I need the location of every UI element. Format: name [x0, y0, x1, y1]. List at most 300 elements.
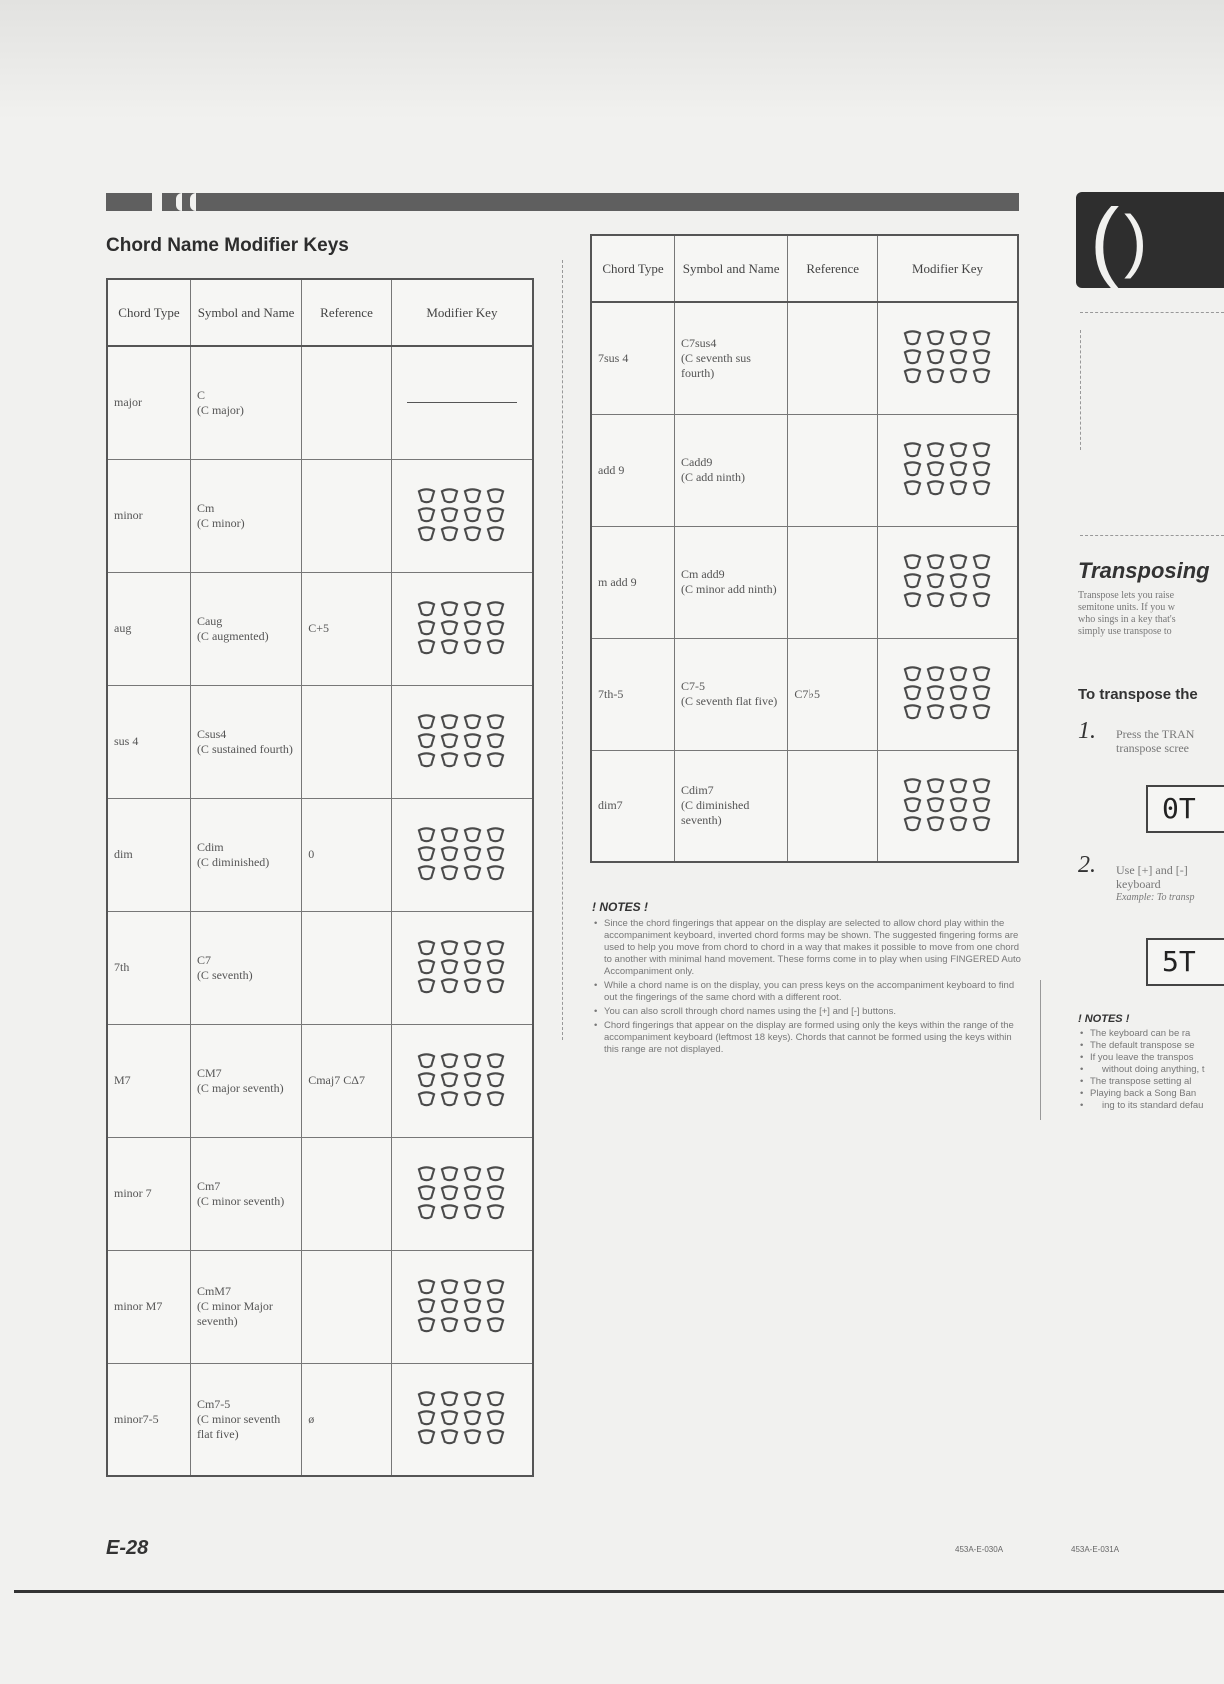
modifier-key-icon	[926, 685, 945, 701]
chord-name: (C diminished)	[196, 854, 270, 869]
modifier-key-cell	[878, 414, 1019, 526]
notes-title-text: NOTES	[599, 900, 641, 914]
step-number: 2.	[1078, 852, 1096, 878]
header-notch	[152, 193, 162, 211]
modifier-key-icon	[417, 714, 436, 730]
chord-type-cell: minor 7	[107, 1137, 190, 1250]
modifier-key-icon	[926, 442, 945, 458]
reference-cell	[302, 1137, 392, 1250]
modifier-key-icon	[463, 1185, 482, 1201]
modifier-key-icon	[972, 480, 991, 496]
modifier-key-icon	[486, 1410, 505, 1426]
modifier-key-icon	[417, 1410, 436, 1426]
modifier-key-grid	[884, 442, 1011, 498]
header-reference: Reference	[302, 279, 392, 346]
modifier-key-icon	[903, 461, 922, 477]
note-item: • You can also scroll through chord names using the [+] and [-] buttons.	[592, 1006, 1022, 1018]
chord-name: (C major seventh)	[196, 1080, 284, 1095]
modifier-key-grid	[884, 666, 1011, 722]
modifier-key-cell	[391, 798, 533, 911]
modifier-key-icon	[440, 1072, 459, 1088]
step-number: 1.	[1078, 718, 1096, 744]
modifier-key-icon	[417, 601, 436, 617]
right-note-item: • If you leave the transpos	[1078, 1052, 1204, 1064]
modifier-key-icon	[417, 526, 436, 542]
modifier-key-icon	[463, 1053, 482, 1069]
reference-cell	[302, 346, 392, 459]
footer-code: 453A-E-030A	[955, 1545, 1004, 1554]
symbol-cell	[674, 302, 787, 414]
modifier-key-cell	[391, 459, 533, 572]
note-item: • Chord fingerings that appear on the display are formed using only the keys within the range of the accompaniment keyboard (leftmost 18 keys). Chords that cannot be formed using the keys within this range are not displayed.	[592, 1020, 1022, 1056]
step-text: Press the TRAN	[1116, 727, 1195, 741]
right-page-edge	[1076, 0, 1224, 1684]
table-row	[591, 302, 1018, 414]
modifier-key-icon	[417, 752, 436, 768]
modifier-key-cell	[391, 685, 533, 798]
modifier-key-icon	[440, 1391, 459, 1407]
modifier-key-icon	[463, 620, 482, 636]
modifier-key-icon	[949, 442, 968, 458]
modifier-key-icon	[440, 507, 459, 523]
modifier-key-cell	[391, 346, 533, 459]
modifier-key-icon	[949, 480, 968, 496]
modifier-key-grid	[398, 601, 526, 657]
header-symbol-name: Symbol and Name	[674, 235, 787, 302]
chord-symbol: Cdim7	[680, 783, 714, 798]
chord-symbol: Cadd9	[680, 455, 713, 469]
modifier-key-icon	[463, 865, 482, 881]
reference-cell	[302, 685, 392, 798]
modifier-key-icon	[486, 1317, 505, 1333]
table-row	[107, 1137, 533, 1250]
modifier-key-icon	[949, 330, 968, 346]
modifier-key-icon	[463, 507, 482, 523]
divider	[1080, 535, 1224, 536]
modifier-key-cell	[391, 1250, 533, 1363]
chord-symbol: Cm7	[196, 1178, 221, 1193]
modifier-key-icon	[463, 1204, 482, 1220]
modifier-key-icon	[440, 752, 459, 768]
modifier-key-icon	[926, 778, 945, 794]
chord-symbol: Csus4	[196, 726, 227, 741]
modifier-key-icon	[463, 1279, 482, 1295]
modifier-key-icon	[486, 488, 505, 504]
modifier-key-icon	[486, 827, 505, 843]
modifier-key-icon	[903, 554, 922, 570]
modifier-key-icon	[972, 573, 991, 589]
chord-symbol: Cdim	[196, 839, 224, 854]
notes-title: ! NOTES !	[592, 900, 649, 914]
modifier-key-icon	[926, 480, 945, 496]
header-notch	[176, 193, 182, 211]
modifier-key-icon	[463, 1410, 482, 1426]
right-subheading: To transpose the	[1078, 686, 1198, 703]
divider	[1080, 312, 1224, 313]
modifier-key-icon	[903, 368, 922, 384]
modifier-key-grid	[398, 827, 526, 883]
modifier-key-icon	[486, 1091, 505, 1107]
chord-name: (C minor seventh)	[196, 1193, 285, 1208]
modifier-key-cell	[878, 526, 1019, 638]
right-intro-line: simply use transpose to	[1078, 626, 1172, 637]
modifier-key-grid	[884, 554, 1011, 610]
modifier-key-icon	[903, 685, 922, 701]
modifier-key-cell	[878, 302, 1019, 414]
modifier-key-icon	[949, 685, 968, 701]
notes-list	[592, 918, 1022, 1058]
modifier-key-icon	[417, 733, 436, 749]
modifier-key-icon	[440, 714, 459, 730]
reference-cell	[788, 526, 878, 638]
modifier-key-icon	[417, 827, 436, 843]
table-row	[591, 750, 1018, 862]
modifier-key-icon	[949, 461, 968, 477]
modifier-key-icon	[486, 639, 505, 655]
symbol-cell	[190, 685, 301, 798]
modifier-key-cell	[878, 638, 1019, 750]
modifier-key-icon	[463, 1072, 482, 1088]
header-notch	[190, 193, 196, 211]
modifier-key-icon	[486, 1298, 505, 1314]
table-header-row	[107, 279, 533, 346]
divider	[1080, 330, 1081, 450]
modifier-key-icon	[486, 1204, 505, 1220]
modifier-key-icon	[903, 330, 922, 346]
chord-name: (C seventh sus fourth)	[680, 350, 751, 380]
reference-cell	[788, 302, 878, 414]
modifier-key-icon	[903, 349, 922, 365]
table-row	[107, 798, 533, 911]
modifier-key-icon	[972, 349, 991, 365]
modifier-key-icon	[463, 940, 482, 956]
chord-symbol: C	[196, 387, 205, 402]
modifier-key-icon	[903, 480, 922, 496]
chord-name: (C seventh)	[196, 967, 253, 982]
modifier-key-icon	[440, 526, 459, 542]
modifier-key-icon	[417, 940, 436, 956]
modifier-key-icon	[972, 368, 991, 384]
modifier-key-icon	[440, 846, 459, 862]
modifier-key-icon	[486, 1279, 505, 1295]
modifier-key-icon	[486, 1185, 505, 1201]
modifier-key-grid	[398, 488, 526, 544]
symbol-cell	[190, 798, 301, 911]
step-text: Use [+] and [-]	[1116, 863, 1188, 877]
modifier-key-icon	[463, 714, 482, 730]
symbol-cell	[190, 1250, 301, 1363]
chord-name: (C minor)	[196, 515, 245, 530]
modifier-key-grid	[398, 1166, 526, 1222]
modifier-key-icon	[486, 940, 505, 956]
modifier-key-icon	[417, 865, 436, 881]
modifier-key-icon	[440, 620, 459, 636]
modifier-key-icon	[926, 349, 945, 365]
modifier-key-icon	[417, 1185, 436, 1201]
table-header-row	[591, 235, 1018, 302]
right-note-item: • The keyboard can be ra	[1078, 1028, 1204, 1040]
modifier-key-icon	[972, 666, 991, 682]
chord-symbol: Caug	[196, 613, 223, 628]
modifier-key-icon	[949, 592, 968, 608]
modifier-key-icon	[440, 865, 459, 881]
modifier-key-icon	[463, 978, 482, 994]
right-notes-list	[1078, 1028, 1204, 1112]
modifier-key-icon	[903, 816, 922, 832]
modifier-key-icon	[486, 978, 505, 994]
modifier-key-icon	[486, 865, 505, 881]
modifier-key-icon	[949, 704, 968, 720]
step-text: transpose scree	[1116, 741, 1189, 755]
chord-type-cell: major	[107, 346, 190, 459]
modifier-key-grid	[398, 940, 526, 996]
modifier-key-icon	[440, 1410, 459, 1426]
modifier-key-icon	[417, 846, 436, 862]
symbol-cell	[674, 638, 787, 750]
modifier-key-icon	[949, 368, 968, 384]
modifier-key-cell	[391, 1137, 533, 1250]
modifier-key-grid	[884, 330, 1011, 386]
footer-code: 453A-E-031A	[1071, 1545, 1120, 1554]
modifier-key-icon	[440, 1204, 459, 1220]
symbol-cell	[190, 346, 301, 459]
step-text: keyboard	[1116, 877, 1161, 891]
chord-type-cell: 7th-5	[591, 638, 674, 750]
modifier-key-icon	[440, 940, 459, 956]
modifier-key-icon	[440, 1429, 459, 1445]
modifier-key-icon	[486, 959, 505, 975]
header-bar	[106, 193, 1019, 211]
modifier-key-icon	[486, 714, 505, 730]
modifier-key-icon	[463, 1317, 482, 1333]
header-symbol-name: Symbol and Name	[190, 279, 301, 346]
modifier-key-grid	[398, 1391, 526, 1447]
modifier-key-icon	[463, 827, 482, 843]
reference-cell: Cmaj7 CΔ7	[302, 1024, 392, 1137]
right-notes-title-text: NOTES	[1084, 1013, 1123, 1025]
table-row	[107, 346, 533, 459]
table-row	[591, 414, 1018, 526]
modifier-key-icon	[463, 526, 482, 542]
right-note-item: • ing to its standard defau	[1078, 1100, 1204, 1112]
modifier-key-icon	[463, 1429, 482, 1445]
modifier-key-icon	[417, 959, 436, 975]
chord-symbol: Cm add9	[680, 567, 725, 581]
reference-cell	[788, 750, 878, 862]
modifier-key-icon	[463, 639, 482, 655]
modifier-key-icon	[440, 1317, 459, 1333]
modifier-key-icon	[440, 959, 459, 975]
note-item: • Since the chord fingerings that appear on the display are selected to allow chord play within the accompaniment keyboard, inverted chord forms may be shown. The suggested fingering forms are used to help you move from chord to chord in a way that makes it possible to move from one chord to another with minimal hand movement. These forms come in to play when using FINGERED Auto Accompaniment only.	[592, 918, 1022, 978]
modifier-key-icon	[486, 752, 505, 768]
right-intro-line: who sings in a key that's	[1078, 614, 1176, 625]
modifier-key-icon	[486, 526, 505, 542]
chord-type-cell: 7th	[107, 911, 190, 1024]
table-row	[107, 1363, 533, 1476]
lcd-display: 5T	[1146, 938, 1224, 986]
modifier-key-icon	[417, 620, 436, 636]
modifier-key-icon	[972, 816, 991, 832]
scan-shadow	[0, 0, 1224, 120]
modifier-key-icon	[903, 666, 922, 682]
modifier-key-icon	[440, 488, 459, 504]
modifier-key-icon	[417, 1204, 436, 1220]
right-note-item: • The transpose setting al	[1078, 1076, 1204, 1088]
right-intro-line: Transpose lets you raise	[1078, 590, 1175, 601]
modifier-key-grid	[884, 778, 1011, 834]
modifier-key-icon	[463, 752, 482, 768]
modifier-key-grid	[398, 1053, 526, 1109]
chord-symbol: CM7	[196, 1065, 222, 1080]
header-chord-type: Chord Type	[107, 279, 190, 346]
no-modifier-line	[407, 402, 517, 403]
chord-name: (C sustained fourth)	[196, 741, 293, 756]
chord-name: (C minor seventh flat five)	[196, 1411, 281, 1441]
modifier-key-icon	[417, 1053, 436, 1069]
modifier-key-icon	[926, 554, 945, 570]
symbol-cell	[674, 526, 787, 638]
modifier-key-icon	[926, 330, 945, 346]
table-row	[107, 1250, 533, 1363]
modifier-key-icon	[949, 573, 968, 589]
symbol-cell	[190, 1024, 301, 1137]
symbol-cell	[674, 750, 787, 862]
right-heading: Transposing	[1078, 558, 1210, 583]
modifier-key-icon	[417, 1429, 436, 1445]
modifier-key-icon	[417, 1072, 436, 1088]
modifier-key-icon	[949, 797, 968, 813]
modifier-key-icon	[903, 778, 922, 794]
chord-name: (C seventh flat five)	[680, 694, 778, 708]
modifier-key-icon	[463, 1298, 482, 1314]
chord-type-cell: m add 9	[591, 526, 674, 638]
modifier-key-icon	[972, 685, 991, 701]
table-row	[591, 526, 1018, 638]
modifier-key-icon	[440, 978, 459, 994]
modifier-key-icon	[417, 507, 436, 523]
modifier-key-icon	[463, 1391, 482, 1407]
right-notes-title: ! NOTES !	[1078, 1013, 1130, 1025]
modifier-key-icon	[463, 959, 482, 975]
modifier-key-icon	[463, 1091, 482, 1107]
chord-symbol: C7sus4	[680, 335, 717, 350]
table-row	[591, 638, 1018, 750]
modifier-key-icon	[926, 704, 945, 720]
chord-type-cell: dim	[107, 798, 190, 911]
symbol-cell	[674, 414, 787, 526]
reference-cell	[302, 1250, 392, 1363]
modifier-key-icon	[903, 704, 922, 720]
modifier-key-icon	[949, 778, 968, 794]
chord-name: (C diminished seventh)	[680, 798, 750, 828]
modifier-key-icon	[463, 733, 482, 749]
header-chord-type: Chord Type	[591, 235, 674, 302]
modifier-key-icon	[417, 639, 436, 655]
modifier-key-icon	[417, 1166, 436, 1182]
table-row	[107, 459, 533, 572]
column-divider	[562, 260, 563, 1040]
modifier-key-icon	[926, 368, 945, 384]
modifier-key-icon	[903, 592, 922, 608]
header-modifier-key: Modifier Key	[878, 235, 1019, 302]
chord-type-cell: aug	[107, 572, 190, 685]
modifier-key-icon	[440, 1279, 459, 1295]
modifier-key-icon	[440, 1298, 459, 1314]
modifier-key-icon	[463, 601, 482, 617]
chord-symbol: Cm7-5	[196, 1396, 231, 1411]
right-note-item: • The default transpose se	[1078, 1040, 1204, 1052]
table-row	[107, 572, 533, 685]
modifier-key-cell	[391, 572, 533, 685]
chord-symbol: CmM7	[196, 1284, 231, 1298]
modifier-key-icon	[972, 704, 991, 720]
lcd-display: 0T	[1146, 785, 1224, 833]
step-text: Example: To transp	[1116, 892, 1195, 903]
page-number: E-28	[106, 1537, 149, 1559]
chord-name: (C add ninth)	[680, 470, 745, 484]
symbol-cell	[190, 1363, 301, 1476]
chord-symbol: C7	[196, 952, 211, 967]
chord-type-cell: add 9	[591, 414, 674, 526]
modifier-key-icon	[417, 1391, 436, 1407]
modifier-key-icon	[486, 1166, 505, 1182]
column-divider	[1040, 980, 1041, 1120]
chapter-tab-bracket-icon: (	[1090, 190, 1120, 289]
bottom-rule	[14, 1590, 1224, 1593]
modifier-key-icon	[417, 1279, 436, 1295]
right-note-item: • without doing anything, t	[1078, 1064, 1204, 1076]
chord-table-right	[590, 234, 1019, 863]
modifier-key-icon	[486, 601, 505, 617]
modifier-key-icon	[486, 620, 505, 636]
modifier-key-icon	[486, 733, 505, 749]
modifier-key-icon	[463, 1166, 482, 1182]
modifier-key-icon	[486, 507, 505, 523]
section-title: Chord Name Modifier Keys	[106, 235, 349, 256]
chapter-tab-bracket-icon: )	[1124, 201, 1148, 279]
reference-cell	[302, 911, 392, 1024]
chord-symbol: Cm	[196, 500, 215, 515]
chord-type-cell: 7sus 4	[591, 302, 674, 414]
modifier-key-icon	[972, 797, 991, 813]
modifier-key-icon	[440, 1053, 459, 1069]
table-row	[107, 685, 533, 798]
modifier-key-icon	[486, 1072, 505, 1088]
modifier-key-grid	[398, 714, 526, 770]
modifier-key-icon	[972, 330, 991, 346]
chord-name: (C major)	[196, 402, 244, 417]
reference-cell	[788, 414, 878, 526]
modifier-key-icon	[949, 554, 968, 570]
modifier-key-cell	[391, 911, 533, 1024]
modifier-key-icon	[949, 349, 968, 365]
modifier-key-icon	[972, 778, 991, 794]
modifier-key-icon	[903, 797, 922, 813]
modifier-key-icon	[440, 639, 459, 655]
modifier-key-icon	[440, 827, 459, 843]
modifier-key-icon	[926, 816, 945, 832]
modifier-key-icon	[486, 846, 505, 862]
modifier-key-icon	[440, 601, 459, 617]
modifier-key-icon	[440, 1166, 459, 1182]
note-item: • While a chord name is on the display, you can press keys on the accompaniment keyboard to find out the fingerings of the same chord with a different root.	[592, 980, 1022, 1004]
modifier-key-icon	[463, 488, 482, 504]
modifier-key-icon	[972, 461, 991, 477]
header-reference: Reference	[788, 235, 878, 302]
modifier-key-icon	[417, 1298, 436, 1314]
header-modifier-key: Modifier Key	[391, 279, 533, 346]
modifier-key-icon	[903, 573, 922, 589]
